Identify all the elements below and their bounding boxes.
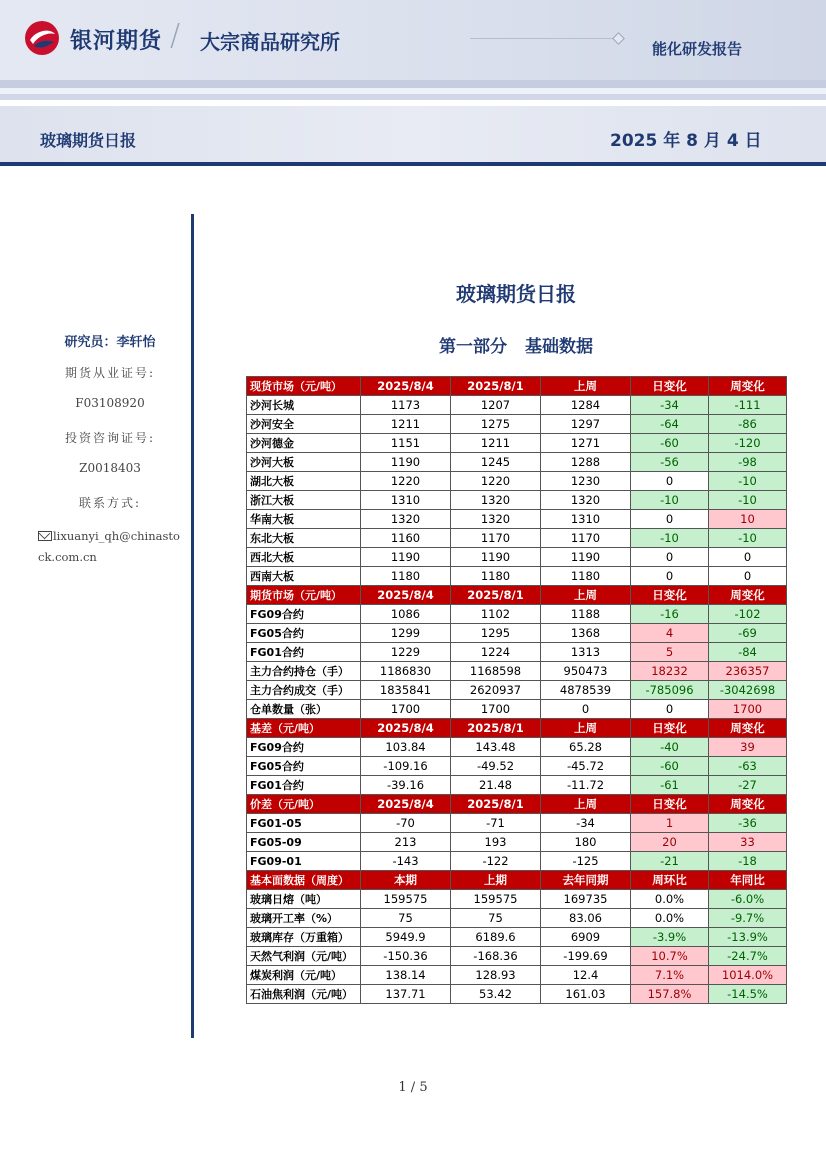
row-label: 主力合约成交（手）: [247, 681, 361, 700]
table-row: [247, 567, 787, 586]
section-header-label: 基本面数据（周度）: [247, 871, 361, 890]
row-label: 湖北大板: [247, 472, 361, 491]
table-cell: 1: [631, 814, 709, 833]
column-header: 周变化: [709, 795, 787, 814]
table-cell: -122: [451, 852, 541, 871]
table-cell: -10: [631, 491, 709, 510]
table-cell: 0: [709, 548, 787, 567]
column-header: 周变化: [709, 377, 787, 396]
table-cell: -60: [631, 434, 709, 453]
table-cell: 128.93: [451, 966, 541, 985]
row-label: FG09合约: [247, 605, 361, 624]
table-row: [247, 662, 787, 681]
table-cell: 1299: [361, 624, 451, 643]
table-cell: 1170: [451, 529, 541, 548]
table-cell: 75: [361, 909, 451, 928]
row-label: 主力合约持仓（手）: [247, 662, 361, 681]
table-cell: -18: [709, 852, 787, 871]
researcher-name: 研究员：李轩怡: [64, 335, 156, 350]
table-cell: 1320: [451, 491, 541, 510]
section-header-label: 现货市场（元/吨）: [247, 377, 361, 396]
column-header: 上周: [541, 719, 631, 738]
table-cell: -10: [709, 491, 787, 510]
row-label: 浙江大板: [247, 491, 361, 510]
table-cell: 1211: [451, 434, 541, 453]
column-header: 上周: [541, 586, 631, 605]
table-cell: -109.16: [361, 757, 451, 776]
table-cell: -45.72: [541, 757, 631, 776]
table-cell: 1700: [709, 700, 787, 719]
brand-separator: /: [170, 18, 181, 53]
consult-number: Z0018403: [79, 461, 141, 475]
section-title: [246, 332, 786, 357]
table-cell: -16: [631, 605, 709, 624]
column-header: 日变化: [631, 719, 709, 738]
table-cell: -27: [709, 776, 787, 795]
table-cell: 1295: [451, 624, 541, 643]
table-cell: 53.42: [451, 985, 541, 1004]
row-label: 玻璃库存（万重箱）: [247, 928, 361, 947]
table-cell: -143: [361, 852, 451, 871]
table-cell: 1320: [541, 491, 631, 510]
table-cell: -63: [709, 757, 787, 776]
table-row: [247, 890, 787, 909]
header-stripe: [0, 80, 826, 88]
row-label: 东北大板: [247, 529, 361, 548]
table-section-header: [247, 719, 787, 738]
table-cell: 1310: [541, 510, 631, 529]
table-cell: 33: [709, 833, 787, 852]
table-cell: -199.69: [541, 947, 631, 966]
table-row: [247, 605, 787, 624]
table-cell: 1271: [541, 434, 631, 453]
column-header: 2025/8/1: [451, 377, 541, 396]
table-cell: -49.52: [451, 757, 541, 776]
table-cell: -120: [709, 434, 787, 453]
row-label: 煤炭利润（元/吨）: [247, 966, 361, 985]
table-cell: 1224: [451, 643, 541, 662]
column-header: 周变化: [709, 586, 787, 605]
table-row: [247, 757, 787, 776]
table-cell: -150.36: [361, 947, 451, 966]
consult-label: 投资咨询证号:: [64, 431, 156, 445]
brand-name: 银河期货: [70, 29, 163, 54]
column-header: 年同比: [709, 871, 787, 890]
column-header: 周环比: [631, 871, 709, 890]
table-cell: -13.9%: [709, 928, 787, 947]
table-cell: -11.72: [541, 776, 631, 795]
table-cell: 39: [709, 738, 787, 757]
table-cell: 1220: [451, 472, 541, 491]
table-cell: 0.0%: [631, 909, 709, 928]
table-cell: -34: [541, 814, 631, 833]
table-row: [247, 852, 787, 871]
table-cell: -21: [631, 852, 709, 871]
table-cell: -86: [709, 415, 787, 434]
table-row: [247, 434, 787, 453]
table-cell: 1180: [541, 567, 631, 586]
table-cell: 138.14: [361, 966, 451, 985]
column-header: 上周: [541, 377, 631, 396]
report-type: 能化研发报告: [652, 40, 743, 58]
table-cell: -34: [631, 396, 709, 415]
table-cell: 236357: [709, 662, 787, 681]
table-section-header: [247, 586, 787, 605]
table-cell: 6189.6: [451, 928, 541, 947]
table-cell: 137.71: [361, 985, 451, 1004]
table-cell: 1320: [451, 510, 541, 529]
row-label: 西北大板: [247, 548, 361, 567]
table-cell: -60: [631, 757, 709, 776]
table-row: [247, 966, 787, 985]
table-cell: -168.36: [451, 947, 541, 966]
table-cell: -785096: [631, 681, 709, 700]
table-cell: -70: [361, 814, 451, 833]
table-cell: 1211: [361, 415, 451, 434]
table-cell: 193: [451, 833, 541, 852]
row-label: 华南大板: [247, 510, 361, 529]
column-header: 上期: [451, 871, 541, 890]
table-row: [247, 738, 787, 757]
table-cell: -14.5%: [709, 985, 787, 1004]
section-name: 基础数据: [525, 337, 593, 357]
table-cell: 12.4: [541, 966, 631, 985]
table-cell: 1220: [361, 472, 451, 491]
table-cell: 1190: [361, 453, 451, 472]
table-cell: -69: [709, 624, 787, 643]
table-cell: 1320: [361, 510, 451, 529]
decorative-line: [470, 38, 620, 39]
row-label: 玻璃开工率（%）: [247, 909, 361, 928]
table-cell: 4: [631, 624, 709, 643]
row-label: FG01合约: [247, 643, 361, 662]
table-cell: 213: [361, 833, 451, 852]
table-row: [247, 700, 787, 719]
table-cell: -24.7%: [709, 947, 787, 966]
table-cell: 1700: [451, 700, 541, 719]
section-header-label: 期货市场（元/吨）: [247, 586, 361, 605]
table-cell: 1310: [361, 491, 451, 510]
table-row: [247, 814, 787, 833]
table-cell: 2620937: [451, 681, 541, 700]
section-header-label: 基差（元/吨）: [247, 719, 361, 738]
table-cell: -10: [709, 472, 787, 491]
table-cell: 950473: [541, 662, 631, 681]
table-cell: 1170: [541, 529, 631, 548]
column-header: 2025/8/4: [361, 719, 451, 738]
row-label: FG01-05: [247, 814, 361, 833]
table-cell: 1288: [541, 453, 631, 472]
table-cell: 143.48: [451, 738, 541, 757]
table-cell: 1245: [451, 453, 541, 472]
table-cell: -98: [709, 453, 787, 472]
column-header: 2025/8/4: [361, 377, 451, 396]
table-cell: 1014.0%: [709, 966, 787, 985]
table-cell: -84: [709, 643, 787, 662]
institute-name: 大宗商品研究所: [200, 30, 340, 54]
table-section-header: [247, 795, 787, 814]
section-header-label: 价差（元/吨）: [247, 795, 361, 814]
row-label: FG05-09: [247, 833, 361, 852]
table-cell: 65.28: [541, 738, 631, 757]
table-cell: 83.06: [541, 909, 631, 928]
table-cell: 157.8%: [631, 985, 709, 1004]
row-label: 天然气利润（元/吨）: [247, 947, 361, 966]
column-header: 2025/8/4: [361, 586, 451, 605]
mail-icon: [38, 531, 52, 541]
galaxy-logo-icon: [24, 20, 60, 56]
title-bar-underline: [0, 162, 826, 166]
table-cell: -10: [631, 529, 709, 548]
table-cell: 0: [631, 700, 709, 719]
email-address[interactable]: lixuanyi_qh@chinastock.com.cn: [38, 529, 180, 564]
table-cell: -64: [631, 415, 709, 434]
table-row: [247, 510, 787, 529]
row-label: 沙河安全: [247, 415, 361, 434]
table-cell: -36: [709, 814, 787, 833]
table-cell: 180: [541, 833, 631, 852]
table-cell: 1207: [451, 396, 541, 415]
header-stripe: [0, 94, 826, 100]
table-cell: 159575: [451, 890, 541, 909]
table-cell: 1102: [451, 605, 541, 624]
column-header: 上周: [541, 795, 631, 814]
table-cell: 1275: [451, 415, 541, 434]
table-row: [247, 985, 787, 1004]
table-cell: -102: [709, 605, 787, 624]
license-number: F03108920: [75, 396, 145, 410]
table-cell: 6909: [541, 928, 631, 947]
row-label: FG05合约: [247, 757, 361, 776]
table-cell: 161.03: [541, 985, 631, 1004]
row-label: FG09-01: [247, 852, 361, 871]
row-label: 沙河德金: [247, 434, 361, 453]
row-label: 西南大板: [247, 567, 361, 586]
table-row: [247, 947, 787, 966]
table-cell: 5: [631, 643, 709, 662]
table-cell: 169735: [541, 890, 631, 909]
table-cell: -125: [541, 852, 631, 871]
table-cell: -10: [709, 529, 787, 548]
license-label: 期货从业证号:: [64, 366, 156, 380]
table-row: [247, 396, 787, 415]
column-header: 本期: [361, 871, 451, 890]
row-label: FG01合约: [247, 776, 361, 795]
table-cell: 1190: [541, 548, 631, 567]
column-header: 2025/8/1: [451, 719, 541, 738]
table-row: [247, 681, 787, 700]
table-row: [247, 529, 787, 548]
table-cell: 10: [709, 510, 787, 529]
contact-email[interactable]: [38, 526, 183, 568]
table-cell: 18232: [631, 662, 709, 681]
table-section-header: [247, 871, 787, 890]
table-row: [247, 453, 787, 472]
table-cell: 1190: [451, 548, 541, 567]
table-cell: -39.16: [361, 776, 451, 795]
table-cell: 0.0%: [631, 890, 709, 909]
column-header: 2025/8/1: [451, 795, 541, 814]
table-cell: 0: [709, 567, 787, 586]
table-cell: 7.1%: [631, 966, 709, 985]
table-row: [247, 776, 787, 795]
table-row: [247, 643, 787, 662]
table-cell: 1297: [541, 415, 631, 434]
table-cell: 1700: [361, 700, 451, 719]
table-cell: 1188: [541, 605, 631, 624]
column-header: 2025/8/4: [361, 795, 451, 814]
table-row: [247, 472, 787, 491]
row-label: FG05合约: [247, 624, 361, 643]
row-label: 沙河大板: [247, 453, 361, 472]
table-cell: 5949.9: [361, 928, 451, 947]
sidebar-divider: [191, 214, 194, 1038]
column-header: 2025/8/1: [451, 586, 541, 605]
table-section-header: [247, 377, 787, 396]
table-cell: 0: [631, 548, 709, 567]
table-cell: 1229: [361, 643, 451, 662]
table-cell: 0: [631, 472, 709, 491]
column-header: 日变化: [631, 586, 709, 605]
table-cell: -3.9%: [631, 928, 709, 947]
table-cell: 1190: [361, 548, 451, 567]
table-cell: 0: [541, 700, 631, 719]
column-header: 日变化: [631, 795, 709, 814]
table-row: [247, 833, 787, 852]
table-cell: 1168598: [451, 662, 541, 681]
table-cell: 1160: [361, 529, 451, 548]
contact-label: 联系方式:: [78, 496, 142, 510]
table-cell: 0: [631, 510, 709, 529]
table-cell: 1313: [541, 643, 631, 662]
table-cell: -111: [709, 396, 787, 415]
column-header: 日变化: [631, 377, 709, 396]
table-cell: -40: [631, 738, 709, 757]
report-date: 2025 年 8 月 4 日: [610, 131, 762, 151]
glass-data-table: [246, 376, 787, 1004]
page-number: 1 / 5: [398, 1080, 428, 1095]
table-cell: 1180: [451, 567, 541, 586]
table-row: [247, 928, 787, 947]
table-cell: 10.7%: [631, 947, 709, 966]
row-label: FG09合约: [247, 738, 361, 757]
table-cell: -3042698: [709, 681, 787, 700]
table-cell: -61: [631, 776, 709, 795]
row-label: 石油焦利润（元/吨）: [247, 985, 361, 1004]
table-row: [247, 909, 787, 928]
row-label: 仓单数量（张）: [247, 700, 361, 719]
table-cell: 1835841: [361, 681, 451, 700]
table-cell: 1173: [361, 396, 451, 415]
table-cell: 1180: [361, 567, 451, 586]
table-cell: 1368: [541, 624, 631, 643]
table-cell: 21.48: [451, 776, 541, 795]
table-cell: 4878539: [541, 681, 631, 700]
table-cell: -9.7%: [709, 909, 787, 928]
table-cell: 20: [631, 833, 709, 852]
row-label: 玻璃日熔（吨）: [247, 890, 361, 909]
table-cell: 1186830: [361, 662, 451, 681]
table-cell: -71: [451, 814, 541, 833]
table-cell: 1151: [361, 434, 451, 453]
document-title: 玻璃期货日报: [456, 282, 576, 306]
table-row: [247, 624, 787, 643]
table-cell: 1086: [361, 605, 451, 624]
table-row: [247, 548, 787, 567]
section-part: 第一部分: [439, 337, 507, 357]
table-cell: -6.0%: [709, 890, 787, 909]
table-cell: 0: [631, 567, 709, 586]
table-row: [247, 491, 787, 510]
table-cell: 1230: [541, 472, 631, 491]
table-cell: 75: [451, 909, 541, 928]
table-cell: -56: [631, 453, 709, 472]
column-header: 去年同期: [541, 871, 631, 890]
report-bar-title: 玻璃期货日报: [40, 131, 137, 150]
table-cell: 103.84: [361, 738, 451, 757]
table-cell: 159575: [361, 890, 451, 909]
table-row: [247, 415, 787, 434]
table-cell: 1284: [541, 396, 631, 415]
row-label: 沙河长城: [247, 396, 361, 415]
column-header: 周变化: [709, 719, 787, 738]
